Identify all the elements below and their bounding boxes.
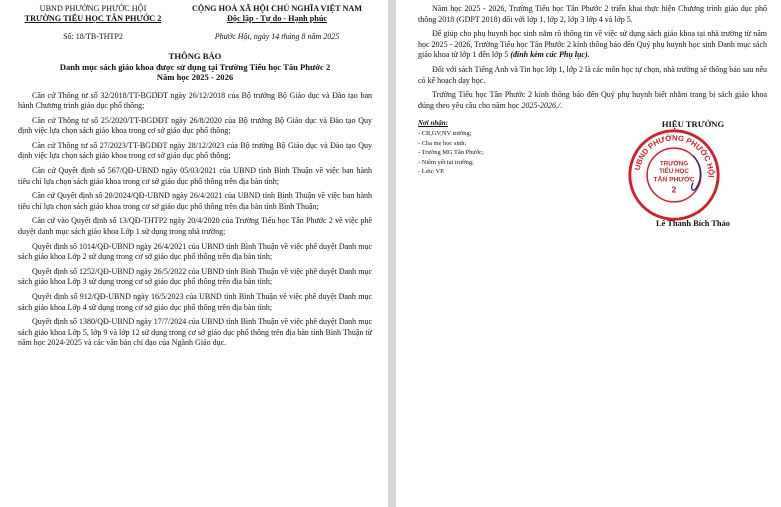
paragraph: Năm học 2025 - 2026, Trường Tiểu học Tân Phước 2 triển khai thực hiện Chương trình giáo dục phổ thông 2018 (GDPT 2018) đối với lớp 1, lớp 2, lớp 3 lớp 4 và lớp 5. xyxy=(418,4,767,24)
paragraph: Quyết định số 1252/QĐ-UBND ngày 26/5/2022 của UBND tỉnh Bình Thuận về việc phê duyệt Danh mục sách giáo khoa Lớp 3 sử dụng trong cơ sở giáo dục phổ thông trên địa bàn tỉnh; xyxy=(18,266,372,287)
paragraph: Căn cứ vào Quyết định số 13/QĐ-THTP2 ngày 20/4/2020 của Trường Tiểu học Tân Phước 2 về việc phê duyệt danh mục sách giáo khoa Lớp 1 sử dụng trong nhà trường; xyxy=(18,216,372,237)
seal-center-3: TÂN PHƯỚC xyxy=(653,177,695,185)
place-date: Phước Hội, ngày 14 tháng 8 năm 2025 xyxy=(214,32,340,41)
paragraph: Căn cứ Thông tư số 32/2018/TT-BGDĐT ngày 26/12/2018 của Bộ trưởng Bộ Giáo dục và Đào tạo ban hành Chương trình giáo dục phổ thông; xyxy=(18,90,372,111)
nation-line-2: Độc lập - Tự do - Hạnh phúc xyxy=(226,14,328,23)
paragraph: Căn cứ Thông tư số 25/2020/TT-BGDĐT ngày 26/8/2020 của Bộ trưởng Bộ Giáo dục và Đào tạo Quy định việc lựa chọn sách giáo khoa trong cơ sở giáo dục phổ thông; xyxy=(18,115,372,136)
paragraph: Căn cứ Quyết định số 20/2024/QĐ-UBND ngày 26/4/2021 của UBND tỉnh Bình Thuận về việc ban hành tiêu chí lựa chọn sách giáo khoa trong cơ sở giáo dục phổ thông trên địa bàn tỉnh Bình Thuận; xyxy=(18,191,372,211)
recipient-item: - Lưu: VP. xyxy=(418,168,445,176)
recipient-item: - Cha mẹ học sinh; xyxy=(418,139,467,147)
org-line-1: UBND PHƯỜNG PHƯỚC HỘI xyxy=(39,4,147,13)
recipient-item: - CB,GV,NV trường; xyxy=(418,129,472,137)
paragraph: Quyết định số 1014/QĐ-UBND ngày 26/4/2021 của UBND tỉnh Bình Thuận về việc phê duyệt Danh mục sách giáo khoa Lớp 2 sử dụng trong cơ sở giáo dục phổ thông trên địa bàn tỉnh; xyxy=(18,241,372,262)
paragraph-text: Để giúp cho phụ huynh học sinh nắm rõ thông tin về việc sử dụng sách giáo khoa tại nhà trường từ năm học 2025 - 2026, Trường Tiểu học Tân Phước 2 kính thông báo đến Quý phụ huynh học sinh Danh mục sách giáo khoa từ lớp 1 đến lớp 5 xyxy=(418,29,767,60)
recipient-item: - Trường MG Tân Phước; xyxy=(418,149,484,157)
signer-name: Lê Thanh Bích Thảo xyxy=(656,219,730,229)
paragraph-text: Trường Tiểu học Tân Phước 2 kính thông báo đến Quý phụ huynh biết nhằm trang bị sách giáo khoa đúng theo yêu cầu cho năm học xyxy=(418,90,767,110)
paragraph: Quyết định số 912/QĐ-UBND ngày 16/5/2023 của UBND tỉnh Bình Thuận về việc phê duyệt Danh mục sách giáo khoa Lớp 4 sử dụng trong cơ sở giáo dục phổ thông trên địa bàn tỉnh; xyxy=(18,292,372,312)
seal-center-1: TRƯỜNG xyxy=(659,160,689,168)
doc-number: Số: 18/TB-THTP2 xyxy=(63,32,123,41)
document-header xyxy=(18,4,372,24)
paragraph: Căn cứ Thông tư số 27/2023/TT-BGDĐT ngày 28/12/2023 của Bộ trưởng Bộ Giáo dục và Đào tạo Quy định việc lựa chọn sách giáo khoa trong cơ sở giáo dục phổ thông; xyxy=(18,140,372,161)
legal-basis xyxy=(18,91,372,349)
paragraph xyxy=(418,90,767,111)
seal-center-2: TIỂU HỌC xyxy=(659,168,689,176)
signature-block xyxy=(418,119,767,249)
official-seal xyxy=(626,127,722,223)
recipient-item: - Niêm yết tại trường; xyxy=(418,158,474,166)
signer xyxy=(608,119,778,229)
signer-title: HIỆU TRƯỞNG xyxy=(661,119,725,130)
paragraph: Căn cứ Quyết định số 567/QĐ-UBND ngày 05/03/2021 của UBND tỉnh Bình Thuận về việc ban hành tiêu chí lựa chọn sách giáo khoa trong cơ sở giáo dục phổ thông trên địa bàn tỉnh; xyxy=(18,166,372,186)
recipients xyxy=(418,119,568,177)
notice-title xyxy=(18,51,372,83)
school-year: 2025-2026./. xyxy=(521,100,563,110)
nation-line-1: CỘNG HOÀ XÃ HỘI CHỦ NGHĨA VIỆT NAM xyxy=(191,4,363,13)
right-page xyxy=(396,0,781,507)
paragraph xyxy=(418,29,767,61)
left-page xyxy=(0,0,388,507)
attachment-note: (đính kèm các Phụ lục). xyxy=(510,50,590,60)
paragraph: Đối với sách Tiếng Anh và Tin học lớp 1, lớp 2 là các môn học tự chọn, nhà trường sẽ thông báo sau nếu có kế hoạch dạy học. xyxy=(418,64,767,85)
title-line-3: Năm học 2025 - 2026 xyxy=(156,72,234,82)
seal-center-4: 2 xyxy=(671,184,677,195)
org-line-2: TRƯỜNG TIỂU HỌC TÂN PHƯỚC 2 xyxy=(24,14,162,23)
title-line-1: THÔNG BÁO xyxy=(168,51,222,61)
seal-arc-text: UBND PHƯỜNG PHƯỚC HỘI xyxy=(632,133,716,179)
paragraph: Quyết định số 1380/QĐ-UBND ngày 17/7/2024 của UBND tỉnh Bình Thuận về việc phê duyệt Danh mục sách giáo khoa Lớp 5, lớp 9 và lớp 12 sử dụng trong cơ sở giáo dục phổ thông trên địa bàn tỉnh Bình Thuận từ năm học 2024-2025 và các văn bản chỉ đạo của Ngành Giáo dục. xyxy=(18,317,372,348)
title-line-2: Danh mục sách giáo khoa được sử dụng tại Trường Tiểu học Tân Phước 2 xyxy=(59,61,331,72)
recipients-heading: Nơi nhận: xyxy=(418,119,449,128)
